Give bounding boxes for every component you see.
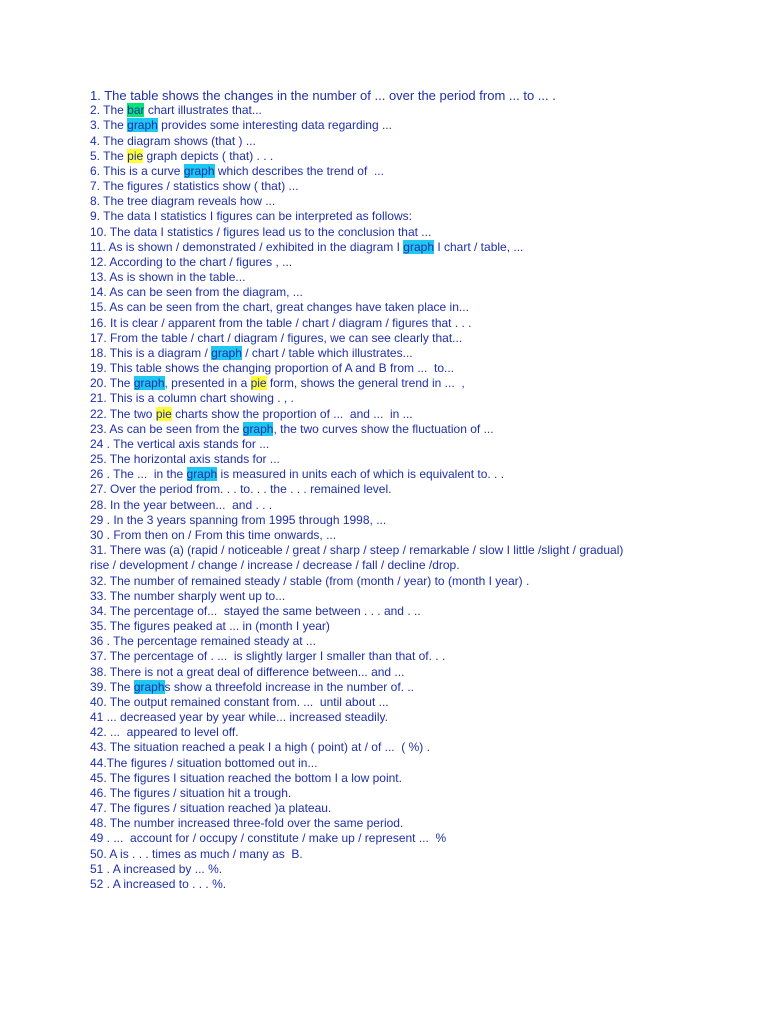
line-text: s show a threefold increase in the number of. .. <box>164 679 414 694</box>
line-text: 14. As can be seen from the diagram, ... <box>90 285 303 300</box>
line-text: 16. It is clear / apparent from the table / chart / diagram / figures that . . . <box>90 315 472 330</box>
line-text: 31. There was (a) (rapid / noticeable / great / sharp / steep / remarkable / slow I little /slight / gradual) <box>90 543 624 558</box>
list-item <box>90 847 690 862</box>
line-text: I chart / table, ... <box>434 239 524 254</box>
line-text: 21. This is a column chart showing . , . <box>90 391 294 406</box>
list-item <box>90 179 690 194</box>
line-text: , the two curves show the fluctuation of ... <box>273 421 494 436</box>
list-item <box>90 710 690 725</box>
highlighted-term: graph <box>403 239 434 254</box>
list-item <box>90 164 690 179</box>
list-item <box>90 225 690 240</box>
line-text: 5. The <box>90 148 128 163</box>
list-item <box>90 771 690 786</box>
list-item <box>90 407 690 422</box>
list-item <box>90 831 690 846</box>
list-item <box>90 331 690 346</box>
line-text: 19. This table shows the changing proportion of A and B from ... to... <box>90 361 454 376</box>
list-item <box>90 118 690 133</box>
line-text: 48. The number increased three-fold over the same period. <box>90 816 404 831</box>
list-item <box>90 270 690 285</box>
list-item <box>90 862 690 877</box>
line-text: 37. The percentage of . ... is slightly larger I smaller than that of. . . <box>90 649 446 664</box>
list-item <box>90 285 690 300</box>
list-item <box>90 725 690 740</box>
list-item <box>90 801 690 816</box>
line-text: 33. The number sharply went up to... <box>90 588 286 603</box>
line-text: 27. Over the period from. . . to. . . the . . . remained level. <box>90 482 392 497</box>
line-text: 6. This is a curve <box>90 163 184 178</box>
line-text: 17. From the table / chart / diagram / figures, we can see clearly that... <box>90 330 463 345</box>
list-item <box>90 346 690 361</box>
line-text: 10. The data I statistics / figures lead us to the conclusion that ... <box>90 224 432 239</box>
list-item <box>90 437 690 452</box>
line-text: 42. ... appeared to level off. <box>90 725 239 740</box>
line-text: 7. The figures / statistics show ( that) ... <box>90 179 299 194</box>
list-item <box>90 88 690 103</box>
line-text: 24 . The vertical axis stands for ... <box>90 436 270 451</box>
line-text: 18. This is a diagram / <box>90 345 212 360</box>
line-text: form, shows the general trend in ... , <box>266 376 465 391</box>
line-text: 13. As is shown in the table... <box>90 270 246 285</box>
list-item <box>90 589 690 604</box>
highlighted-term: graph <box>133 679 165 694</box>
line-text: 49 . ... account for / occupy / constitute / make up / represent ... % <box>90 831 447 846</box>
list-item <box>90 422 690 437</box>
line-text: charts show the proportion of ... and ... in ... <box>171 406 413 421</box>
line-text: 35. The figures peaked at ... in (month I year) <box>90 619 330 634</box>
line-text: 26 . The ... in the <box>90 467 187 482</box>
list-item <box>90 877 690 892</box>
list-item <box>90 482 690 497</box>
list-item <box>90 649 690 664</box>
line-text: 9. The data I statistics I figures can be interpreted as follows: <box>90 209 412 224</box>
line-text: 8. The tree diagram reveals how ... <box>90 194 276 209</box>
highlighted-term: graph <box>133 376 165 391</box>
list-item <box>90 209 690 224</box>
line-text: chart illustrates that... <box>144 103 262 118</box>
line-text: 51 . A increased by ... %. <box>90 861 223 876</box>
list-item <box>90 740 690 755</box>
line-text: 44.The figures / situation bottomed out in... <box>90 755 318 770</box>
highlighted-term: graph <box>242 421 274 436</box>
line-text: 28. In the year between... and . . . <box>90 497 273 512</box>
list-item <box>90 695 690 710</box>
list-item <box>90 756 690 771</box>
highlighted-term: graph <box>183 163 215 178</box>
list-item <box>90 816 690 831</box>
line-text: 11. As is shown / demonstrated / exhibited in the diagram I <box>90 239 404 254</box>
line-text: provides some interesting data regarding ... <box>157 118 392 133</box>
line-text: 45. The figures I situation reached the bottom I a low point. <box>90 770 402 785</box>
list-item <box>90 134 690 149</box>
list-item <box>90 376 690 391</box>
list-item <box>90 543 690 558</box>
list-item <box>90 574 690 589</box>
highlighted-term: graph <box>127 118 158 133</box>
line-text: 4. The diagram shows (that ) ... <box>90 133 256 148</box>
line-text: 12. According to the chart / figures , ... <box>90 254 293 269</box>
line-text: graph depicts ( that) . . . <box>143 148 274 163</box>
line-text: 22. The two <box>90 406 156 421</box>
list-item <box>90 391 690 406</box>
line-text: 25. The horizontal axis stands for ... <box>90 452 280 467</box>
line-text: 40. The output remained constant from. ... until about ... <box>90 694 389 709</box>
list-item <box>90 467 690 482</box>
list-item <box>90 194 690 209</box>
list-item <box>90 786 690 801</box>
line-text: / chart / table which illustrates... <box>241 345 413 360</box>
line-text: 29 . In the 3 years spanning from 1995 through 1998, ... <box>90 512 387 527</box>
line-text: 52 . A increased to . . . %. <box>90 876 227 891</box>
highlighted-term: pie <box>155 406 172 421</box>
line-text: 30 . From then on / From this time onwards, ... <box>90 527 337 542</box>
line-text: 20. The <box>90 376 134 391</box>
line-text: 1. The table shows the changes in the number of ... over the period from ... to ... . <box>90 88 556 103</box>
line-text: rise / development / change / increase / decrease / fall / decline /drop. <box>90 558 460 573</box>
highlighted-term: pie <box>250 376 267 391</box>
line-text: 43. The situation reached a peak I a high ( point) at / of ... ( %) . <box>90 740 430 755</box>
line-text: 41 ... decreased year by year while... increased steadily. <box>90 710 388 725</box>
list-item <box>90 103 690 118</box>
line-text: , presented in a <box>164 376 251 391</box>
line-text: 38. There is not a great deal of difference between... and ... <box>90 664 405 679</box>
line-text: 47. The figures / situation reached )a plateau. <box>90 801 332 816</box>
line-text: 34. The percentage of... stayed the same between . . . and . .. <box>90 603 421 618</box>
list-item <box>90 255 690 270</box>
line-text: 23. As can be seen from the <box>90 421 243 436</box>
line-text: is measured in units each of which is equivalent to. . . <box>217 467 505 482</box>
highlighted-term: pie <box>127 148 144 163</box>
line-text: 32. The number of remained steady / stable (from (month / year) to (month I year) . <box>90 573 530 588</box>
line-text: 36 . The percentage remained steady at ... <box>90 634 316 649</box>
list-item <box>90 528 690 543</box>
line-text: 15. As can be seen from the chart, great changes have taken place in... <box>90 300 469 315</box>
list-item <box>90 513 690 528</box>
highlighted-term: graph <box>186 467 218 482</box>
list-item <box>90 619 690 634</box>
list-item <box>90 452 690 467</box>
list-item <box>90 634 690 649</box>
line-text: 39. The <box>90 679 134 694</box>
highlighted-term: bar <box>127 103 145 118</box>
line-text: 46. The figures / situation hit a trough. <box>90 785 292 800</box>
line-text: 3. The <box>90 118 128 133</box>
line-text: which describes the trend of ... <box>214 163 384 178</box>
list-item <box>90 498 690 513</box>
list-item <box>90 665 690 680</box>
list-item <box>90 149 690 164</box>
list-item <box>90 316 690 331</box>
list-item <box>90 240 690 255</box>
line-text: 50. A is . . . times as much / many as B. <box>90 846 303 861</box>
list-item <box>90 361 690 376</box>
list-item <box>90 604 690 619</box>
list-item <box>90 680 690 695</box>
list-item <box>90 300 690 315</box>
line-text: 2. The <box>90 103 128 118</box>
list-item <box>90 558 690 573</box>
highlighted-term: graph <box>211 345 242 360</box>
document-page <box>90 88 690 892</box>
